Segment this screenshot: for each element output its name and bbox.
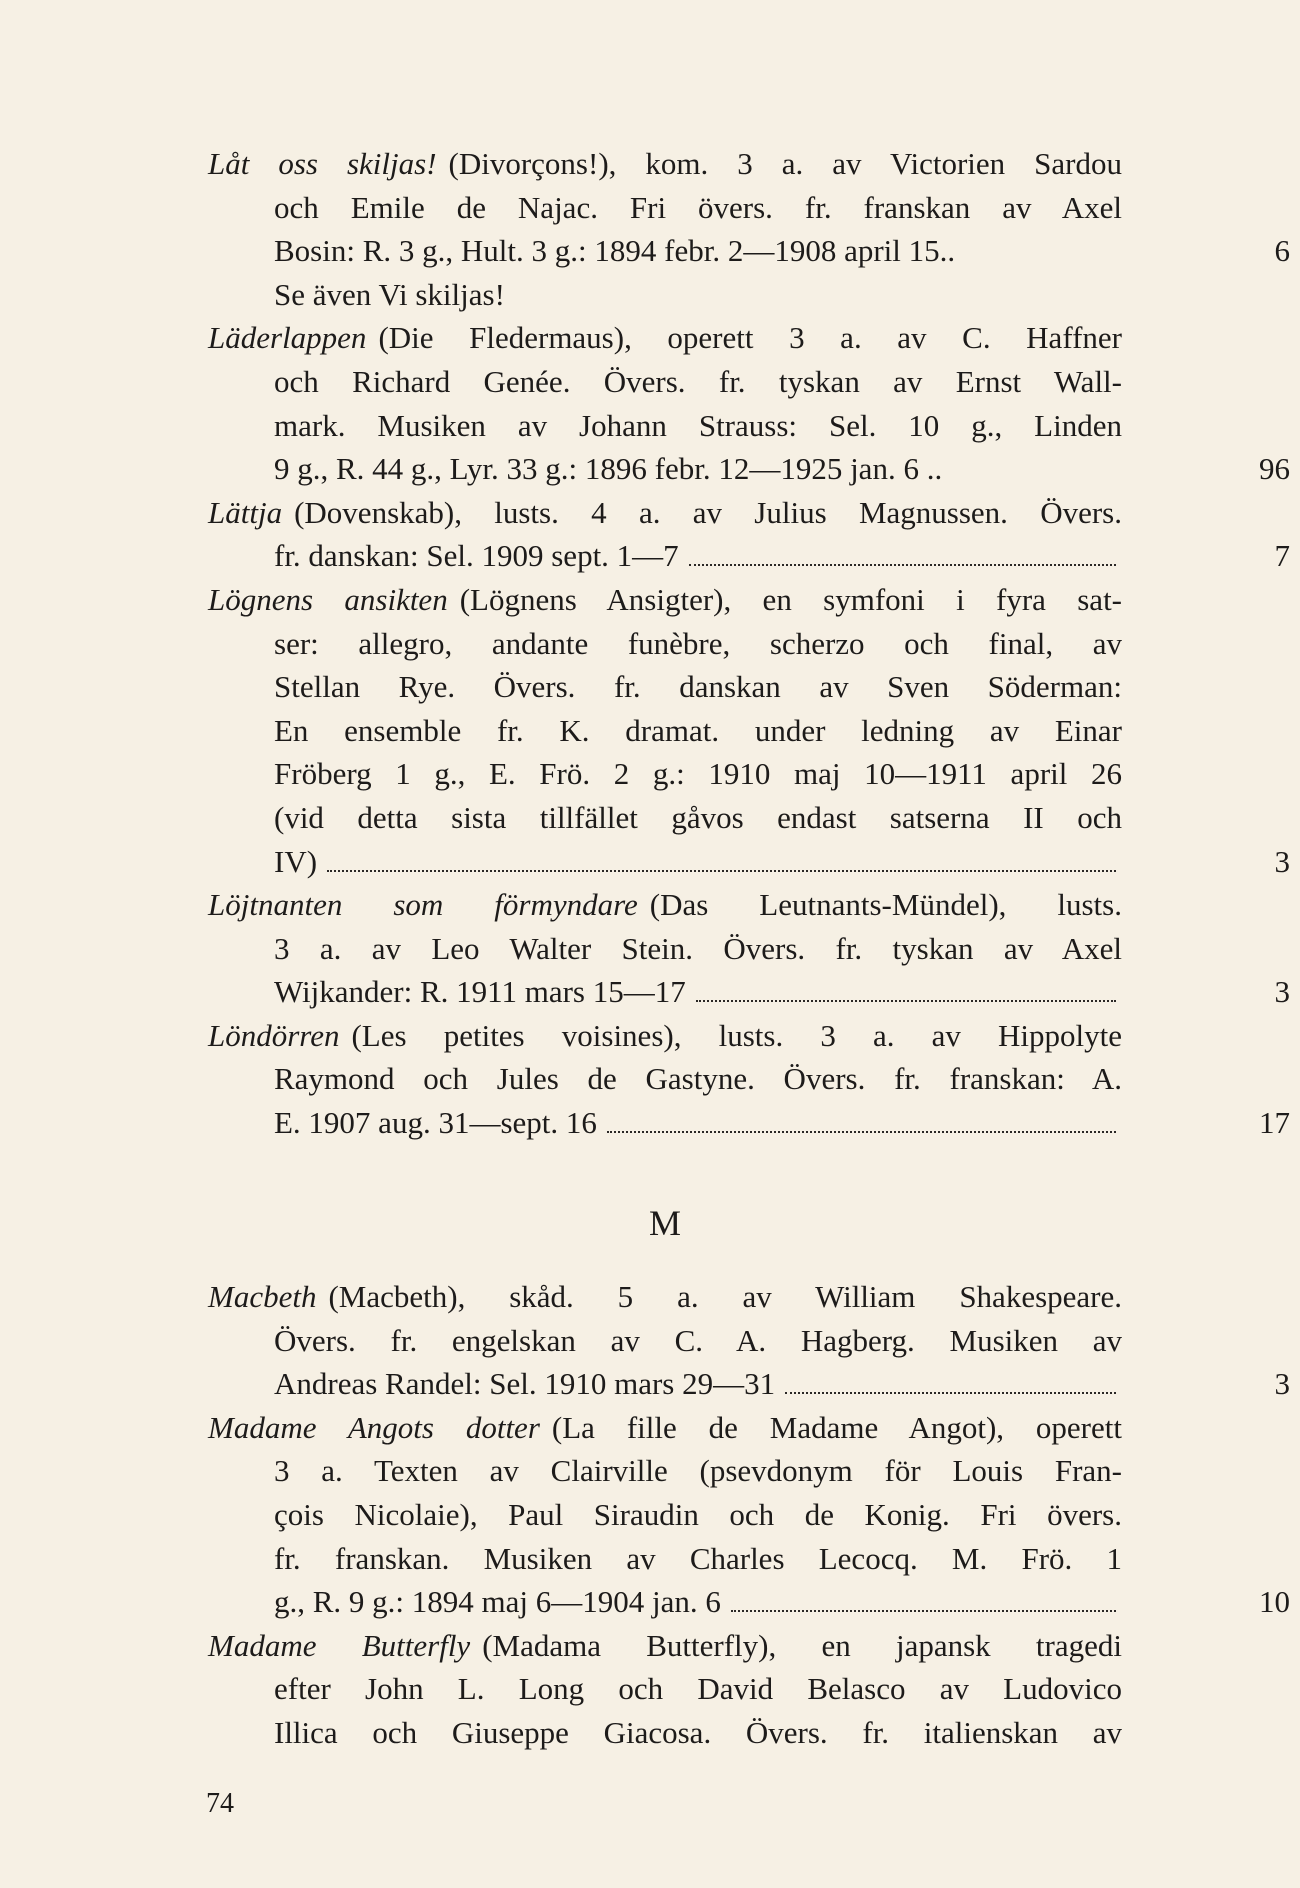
entry-text: (Die Fledermaus), operett 3 a. av C. Haffner: [378, 320, 1122, 356]
leader-dots: [731, 1609, 1116, 1612]
entry-text: Fröberg 1 g., E. Frö. 2 g.: 1910 maj 10—1911 april 26: [274, 756, 1122, 792]
entry-title: Madame Butterfly: [208, 1627, 471, 1663]
entries-m: [208, 1275, 1290, 1755]
entry-text: (Macbeth), skåd. 5 a. av William Shakespeare.: [328, 1279, 1122, 1314]
entry-madame-angots-dotter: [208, 1406, 1290, 1624]
entry-macbeth: [208, 1275, 1290, 1406]
entry-count: 10: [1259, 1584, 1290, 1620]
entry-title: Lättja: [208, 494, 283, 530]
entry-text: fr. danskan: Sel. 1909 sept. 1—7: [274, 538, 679, 574]
entry-text: 3 a. av Leo Walter Stein. Övers. fr. tyskan av Axel: [274, 930, 1122, 966]
entry-text: (La fille de Madame Angot), operett: [551, 1409, 1122, 1445]
entry-laderlappen: [208, 316, 1290, 490]
entry-count: 3: [1274, 1366, 1290, 1402]
entry-text: En ensemble fr. K. dramat. under ledning av Einar: [274, 712, 1122, 748]
entry-text: IV): [274, 843, 318, 879]
entry-count: 17: [1259, 1105, 1290, 1141]
entry-text: mark. Musiken av Johann Strauss: Sel. 10 g., Linden: [274, 407, 1122, 443]
entry-text: (Divorçons!), kom. 3 a. av Victorien Sardou: [448, 146, 1122, 181]
entry-text: Illica och Giuseppe Giacosa. Övers. fr. italienskan av: [274, 1714, 1122, 1750]
section-letter: M: [648, 1203, 681, 1243]
entry-text: 3 a. Texten av Clairville (psevdonym för Louis Fran-: [274, 1453, 1122, 1489]
entry-lattja: [208, 491, 1290, 578]
entries-l: [208, 142, 1290, 1145]
entry-text: ser: allegro, andante funèbre, scherzo och final, av: [274, 625, 1122, 661]
entry-text: (Dovenskab), lusts. 4 a. av Julius Magnussen. Övers.: [294, 494, 1122, 530]
page-number: 74: [206, 1788, 234, 1819]
leader-dots: [607, 1130, 1116, 1133]
entry-text: Se även Vi skiljas!: [274, 276, 505, 312]
entry-count: 3: [1274, 974, 1290, 1010]
entry-count: 6: [1274, 233, 1290, 269]
entry-count: 7: [1274, 538, 1290, 574]
entry-lat-oss-skiljas: [208, 142, 1290, 316]
entry-text: och Richard Genée. Övers. fr. tyskan av Ernst Wall-: [274, 363, 1122, 399]
entry-title: Madame Angots dotter: [208, 1409, 540, 1445]
entry-text: (Lögnens Ansigter), en symfoni i fyra sat-: [459, 581, 1122, 617]
entry-lognens-ansikten: [208, 578, 1290, 883]
entry-title: Macbeth: [208, 1279, 317, 1314]
entry-text: Bosin: R. 3 g., Hult. 3 g.: 1894 febr. 2—1908 april 15..: [274, 233, 956, 269]
entry-text: Raymond och Jules de Gastyne. Övers. fr. franskan: A.: [274, 1061, 1122, 1097]
entry-text: çois Nicolaie), Paul Siraudin och de Konig. Fri övers.: [274, 1496, 1122, 1532]
entry-text: Övers. fr. engelskan av C. A. Hagberg. Musiken av: [274, 1322, 1122, 1358]
entry-text: (Les petites voisines), lusts. 3 a. av Hippolyte: [351, 1017, 1122, 1053]
entry-title: Läderlappen: [208, 320, 367, 356]
entry-title: Låt oss skiljas!: [208, 146, 437, 181]
leader-dots: [327, 869, 1116, 872]
entry-title: Löjtnanten som förmyndare: [208, 887, 638, 923]
entry-text: Stellan Rye. Övers. fr. danskan av Sven Söderman:: [274, 669, 1122, 705]
entry-text: E. 1907 aug. 31—sept. 16: [274, 1105, 597, 1141]
entry-londorren: [208, 1014, 1290, 1145]
entry-text: 9 g., R. 44 g., Lyr. 33 g.: 1896 febr. 12—1925 jan. 6 ..: [274, 451, 943, 487]
entry-text: Wijkander: R. 1911 mars 15—17: [274, 974, 686, 1010]
entry-title: Löndörren: [208, 1017, 340, 1053]
leader-dots: [696, 999, 1116, 1002]
entry-text: (vid detta sista tillfället gåvos endast satserna II och: [274, 799, 1122, 835]
entry-text: g., R. 9 g.: 1894 maj 6—1904 jan. 6: [274, 1584, 721, 1620]
entry-count: 3: [1274, 843, 1290, 879]
entry-lojtnanten-som-formyndare: [208, 883, 1290, 1014]
entry-text: fr. franskan. Musiken av Charles Lecocq. M. Frö. 1: [274, 1540, 1122, 1576]
entry-title: Lögnens ansikten: [208, 581, 448, 617]
entry-text: (Das Leutnants-Mündel), lusts.: [649, 887, 1122, 923]
entry-madame-butterfly: [208, 1624, 1208, 1755]
entry-text: (Madama Butterfly), en japansk tragedi: [482, 1627, 1122, 1663]
leader-dots: [689, 563, 1116, 566]
entry-text: och Emile de Najac. Fri övers. fr. franskan av Axel: [274, 189, 1122, 225]
entry-text: Andreas Randel: Sel. 1910 mars 29—31: [274, 1366, 776, 1402]
entry-count: 96: [1259, 451, 1290, 487]
leader-dots: [785, 1391, 1116, 1394]
entry-text: efter John L. Long och David Belasco av Ludovico: [274, 1671, 1122, 1707]
